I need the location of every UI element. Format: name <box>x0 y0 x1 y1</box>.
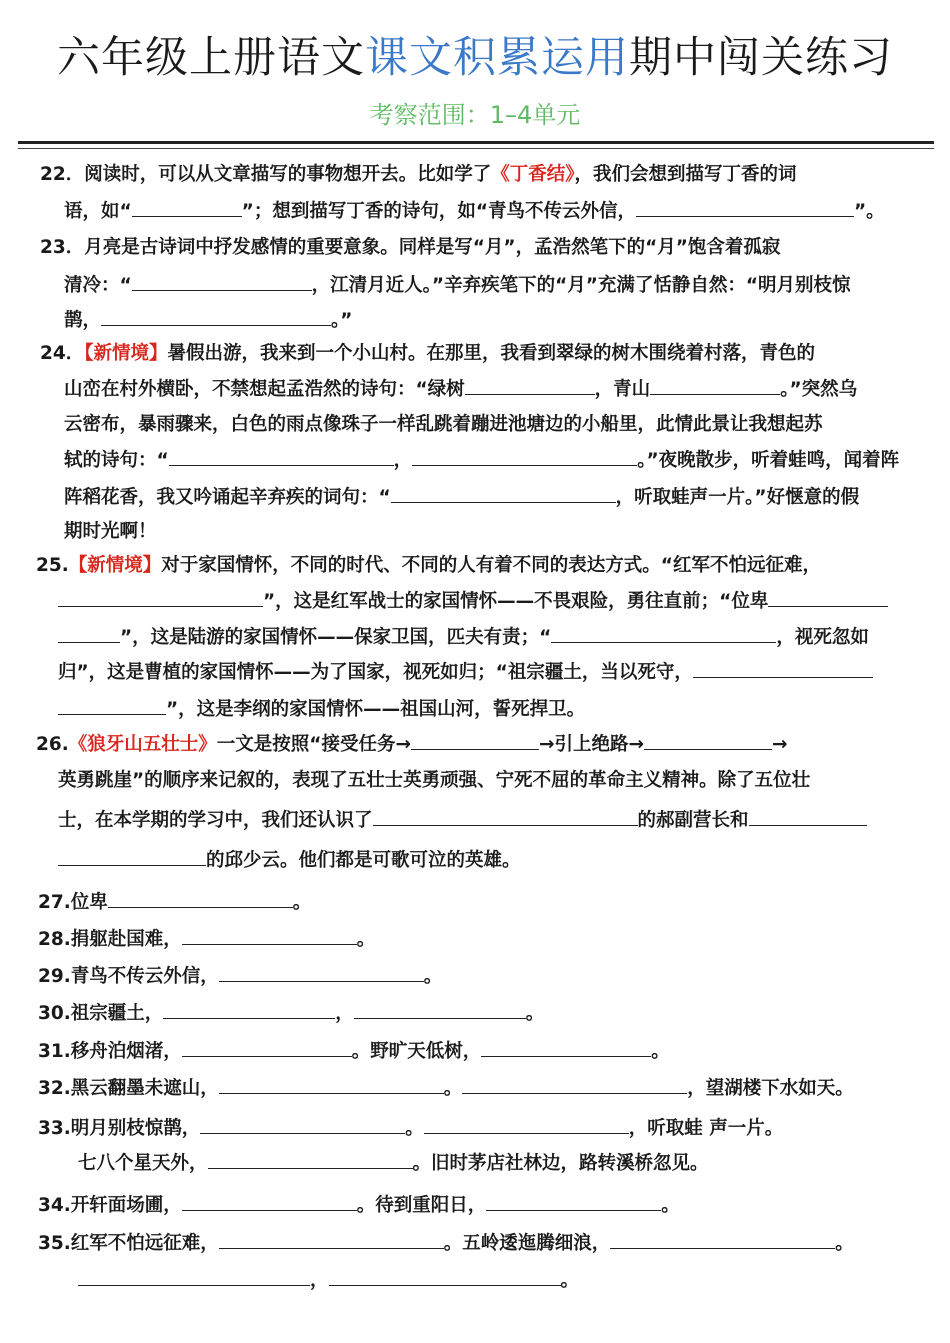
q24-line3: 云密布，暴雨骤来，白色的雨点像珠子一样乱跳着蹦进池塘边的小船里，此情此景让我想起苏 <box>64 414 823 435</box>
q31: 31.移舟泊烟渚， 。野旷天低树， 。 <box>38 1036 670 1067</box>
q26-line1: 26.《狼牙山五壮士》一文是按照“接受任务→ →引上绝路→ → <box>36 729 788 760</box>
answer-blank[interactable] <box>354 998 526 1019</box>
new-scenario-tag: 【新情境】 <box>84 343 168 364</box>
answer-blank[interactable] <box>486 1190 661 1211</box>
q27: 27.位卑 。 <box>38 887 311 918</box>
q32: 32.黑云翻墨未遮山， 。 ，望湖楼下水如天。 <box>38 1073 854 1104</box>
answer-blank[interactable] <box>169 445 394 466</box>
q26-line2: 英勇跳崖”的顺序来记叙的，表现了五壮士英勇顽强、宁死不屈的革命主义精神。除了五位壮 <box>58 770 811 791</box>
answer-blank[interactable] <box>411 729 539 750</box>
q34: 34.开轩面场圃， 。待到重阳日， 。 <box>38 1190 680 1221</box>
q22-line1: 22．阅读时，可以从文章描写的事物想开去。比如学了《丁香结》，我们会想到描写丁香的词 <box>40 164 797 185</box>
q30: 30.祖宗疆土， ， 。 <box>38 998 544 1029</box>
q33-line1: 33.明月别枝惊鹊， 。 ，听取蛙 声一片。 <box>38 1113 783 1144</box>
page-title <box>0 28 950 88</box>
header-rule-thick <box>18 141 934 144</box>
title-part3: 期中闯关练习 <box>629 33 893 83</box>
q24-line4: 轼的诗句：“ ， 。”夜晚散步，听着蛙鸣，闻着阵 <box>64 445 899 476</box>
title-part1: 六年级上册语文 <box>57 33 365 83</box>
answer-blank[interactable] <box>78 1265 310 1286</box>
answer-blank[interactable] <box>182 924 357 945</box>
q23-line1: 23．月亮是古诗词中抒发感情的重要意象。同样是写“月”，孟浩然笔下的“月”饱含着孤寂 <box>40 237 781 258</box>
q24-line6: 期时光啊！ <box>64 521 157 542</box>
answer-blank[interactable] <box>650 374 780 395</box>
answer-blank[interactable] <box>219 1073 444 1094</box>
q24-line2: 山峦在村外横卧，不禁想起孟浩然的诗句：“绿树 ，青山 。”突然乌 <box>64 374 857 405</box>
answer-blank[interactable] <box>200 1113 405 1134</box>
q25-line1: 25.【新情境】对于家国情怀，不同的时代、不同的人有着不同的表达方式。“红军不怕远征难， <box>36 555 821 576</box>
answer-blank[interactable] <box>219 961 424 982</box>
answer-blank[interactable] <box>412 445 637 466</box>
q23-line2: 清冷：“ ，江清月近人。”辛弃疾笔下的“月”充满了恬静自然：“明月别枝惊 <box>64 270 851 301</box>
answer-blank[interactable] <box>108 887 293 908</box>
answer-blank[interactable] <box>462 1073 687 1094</box>
q25-line3: ”，这是陆游的家国情怀——保家卫国，匹夫有责；“ ，视死忽如 <box>58 622 869 653</box>
q35-line2: ， 。 <box>78 1265 579 1296</box>
answer-blank[interactable] <box>58 586 263 607</box>
answer-blank[interactable] <box>58 622 120 643</box>
header-rule-thin <box>18 148 934 149</box>
answer-blank[interactable] <box>163 998 335 1019</box>
answer-blank[interactable] <box>373 805 638 826</box>
answer-blank[interactable] <box>182 1190 357 1211</box>
answer-blank[interactable] <box>465 374 595 395</box>
answer-blank[interactable] <box>58 845 206 866</box>
answer-blank[interactable] <box>768 586 888 607</box>
q24-line1: 24．【新情境】暑假出游，我来到一个小山村。在那里，我看到翠绿的树木围绕着村落，青色的 <box>40 343 816 364</box>
book-title-langyashan: 《狼牙山五壮士》 <box>68 734 217 755</box>
answer-blank[interactable] <box>132 270 312 291</box>
answer-blank[interactable] <box>182 1036 352 1057</box>
answer-blank[interactable] <box>329 1265 561 1286</box>
q26-line4: 的邱少云。他们都是可歌可泣的英雄。 <box>58 845 521 876</box>
answer-blank[interactable] <box>58 694 166 715</box>
book-title-dingxiangjie: 《丁香结》 <box>491 164 575 185</box>
q33-line2: 七八个星天外， 。旧时茅店社林边，路转溪桥忽见。 <box>78 1148 709 1179</box>
q24-line5: 阵稻花香，我又吟诵起辛弃疾的词句：“ ，听取蛙声一片。”好惬意的假 <box>64 482 859 513</box>
answer-blank[interactable] <box>636 196 854 217</box>
answer-blank[interactable] <box>644 729 772 750</box>
q23-line3: 鹊， 。” <box>64 305 352 336</box>
subtitle: 考察范围：1–4单元 <box>369 101 581 129</box>
new-scenario-tag: 【新情境】 <box>68 555 162 576</box>
answer-blank[interactable] <box>391 482 616 503</box>
q28: 28.捐躯赴国难， 。 <box>38 924 375 955</box>
answer-blank[interactable] <box>101 305 331 326</box>
answer-blank[interactable] <box>610 1228 835 1249</box>
answer-blank[interactable] <box>424 1113 629 1134</box>
q25-line2: ”，这是红军战士的家国情怀——不畏艰险，勇往直前；“位卑 <box>58 586 888 617</box>
q25-line5: ”，这是李纲的家国情怀——祖国山河，誓死捍卫。 <box>58 694 585 725</box>
answer-blank[interactable] <box>481 1036 651 1057</box>
q26-line3: 士，在本学期的学习中，我们还认识了 的郝副营长和 <box>58 805 867 836</box>
answer-blank[interactable] <box>551 622 776 643</box>
answer-blank[interactable] <box>749 805 867 826</box>
q35-line1: 35.红军不怕远征难， 。五岭逶迤腾细浪， 。 <box>38 1228 854 1259</box>
q25-line4: 归”，这是曹植的家国情怀——为了国家，视死如归；“祖宗疆土，当以死守， <box>58 657 873 688</box>
q29: 29.青鸟不传云外信， 。 <box>38 961 442 992</box>
answer-blank[interactable] <box>132 196 242 217</box>
answer-blank[interactable] <box>693 657 873 678</box>
title-part2: 课文积累运用 <box>365 33 629 83</box>
answer-blank[interactable] <box>219 1228 444 1249</box>
q22-line2: 语，如“ ”；想到描写丁香的诗句，如“青鸟不传云外信， ”。 <box>64 196 885 227</box>
answer-blank[interactable] <box>208 1148 413 1169</box>
